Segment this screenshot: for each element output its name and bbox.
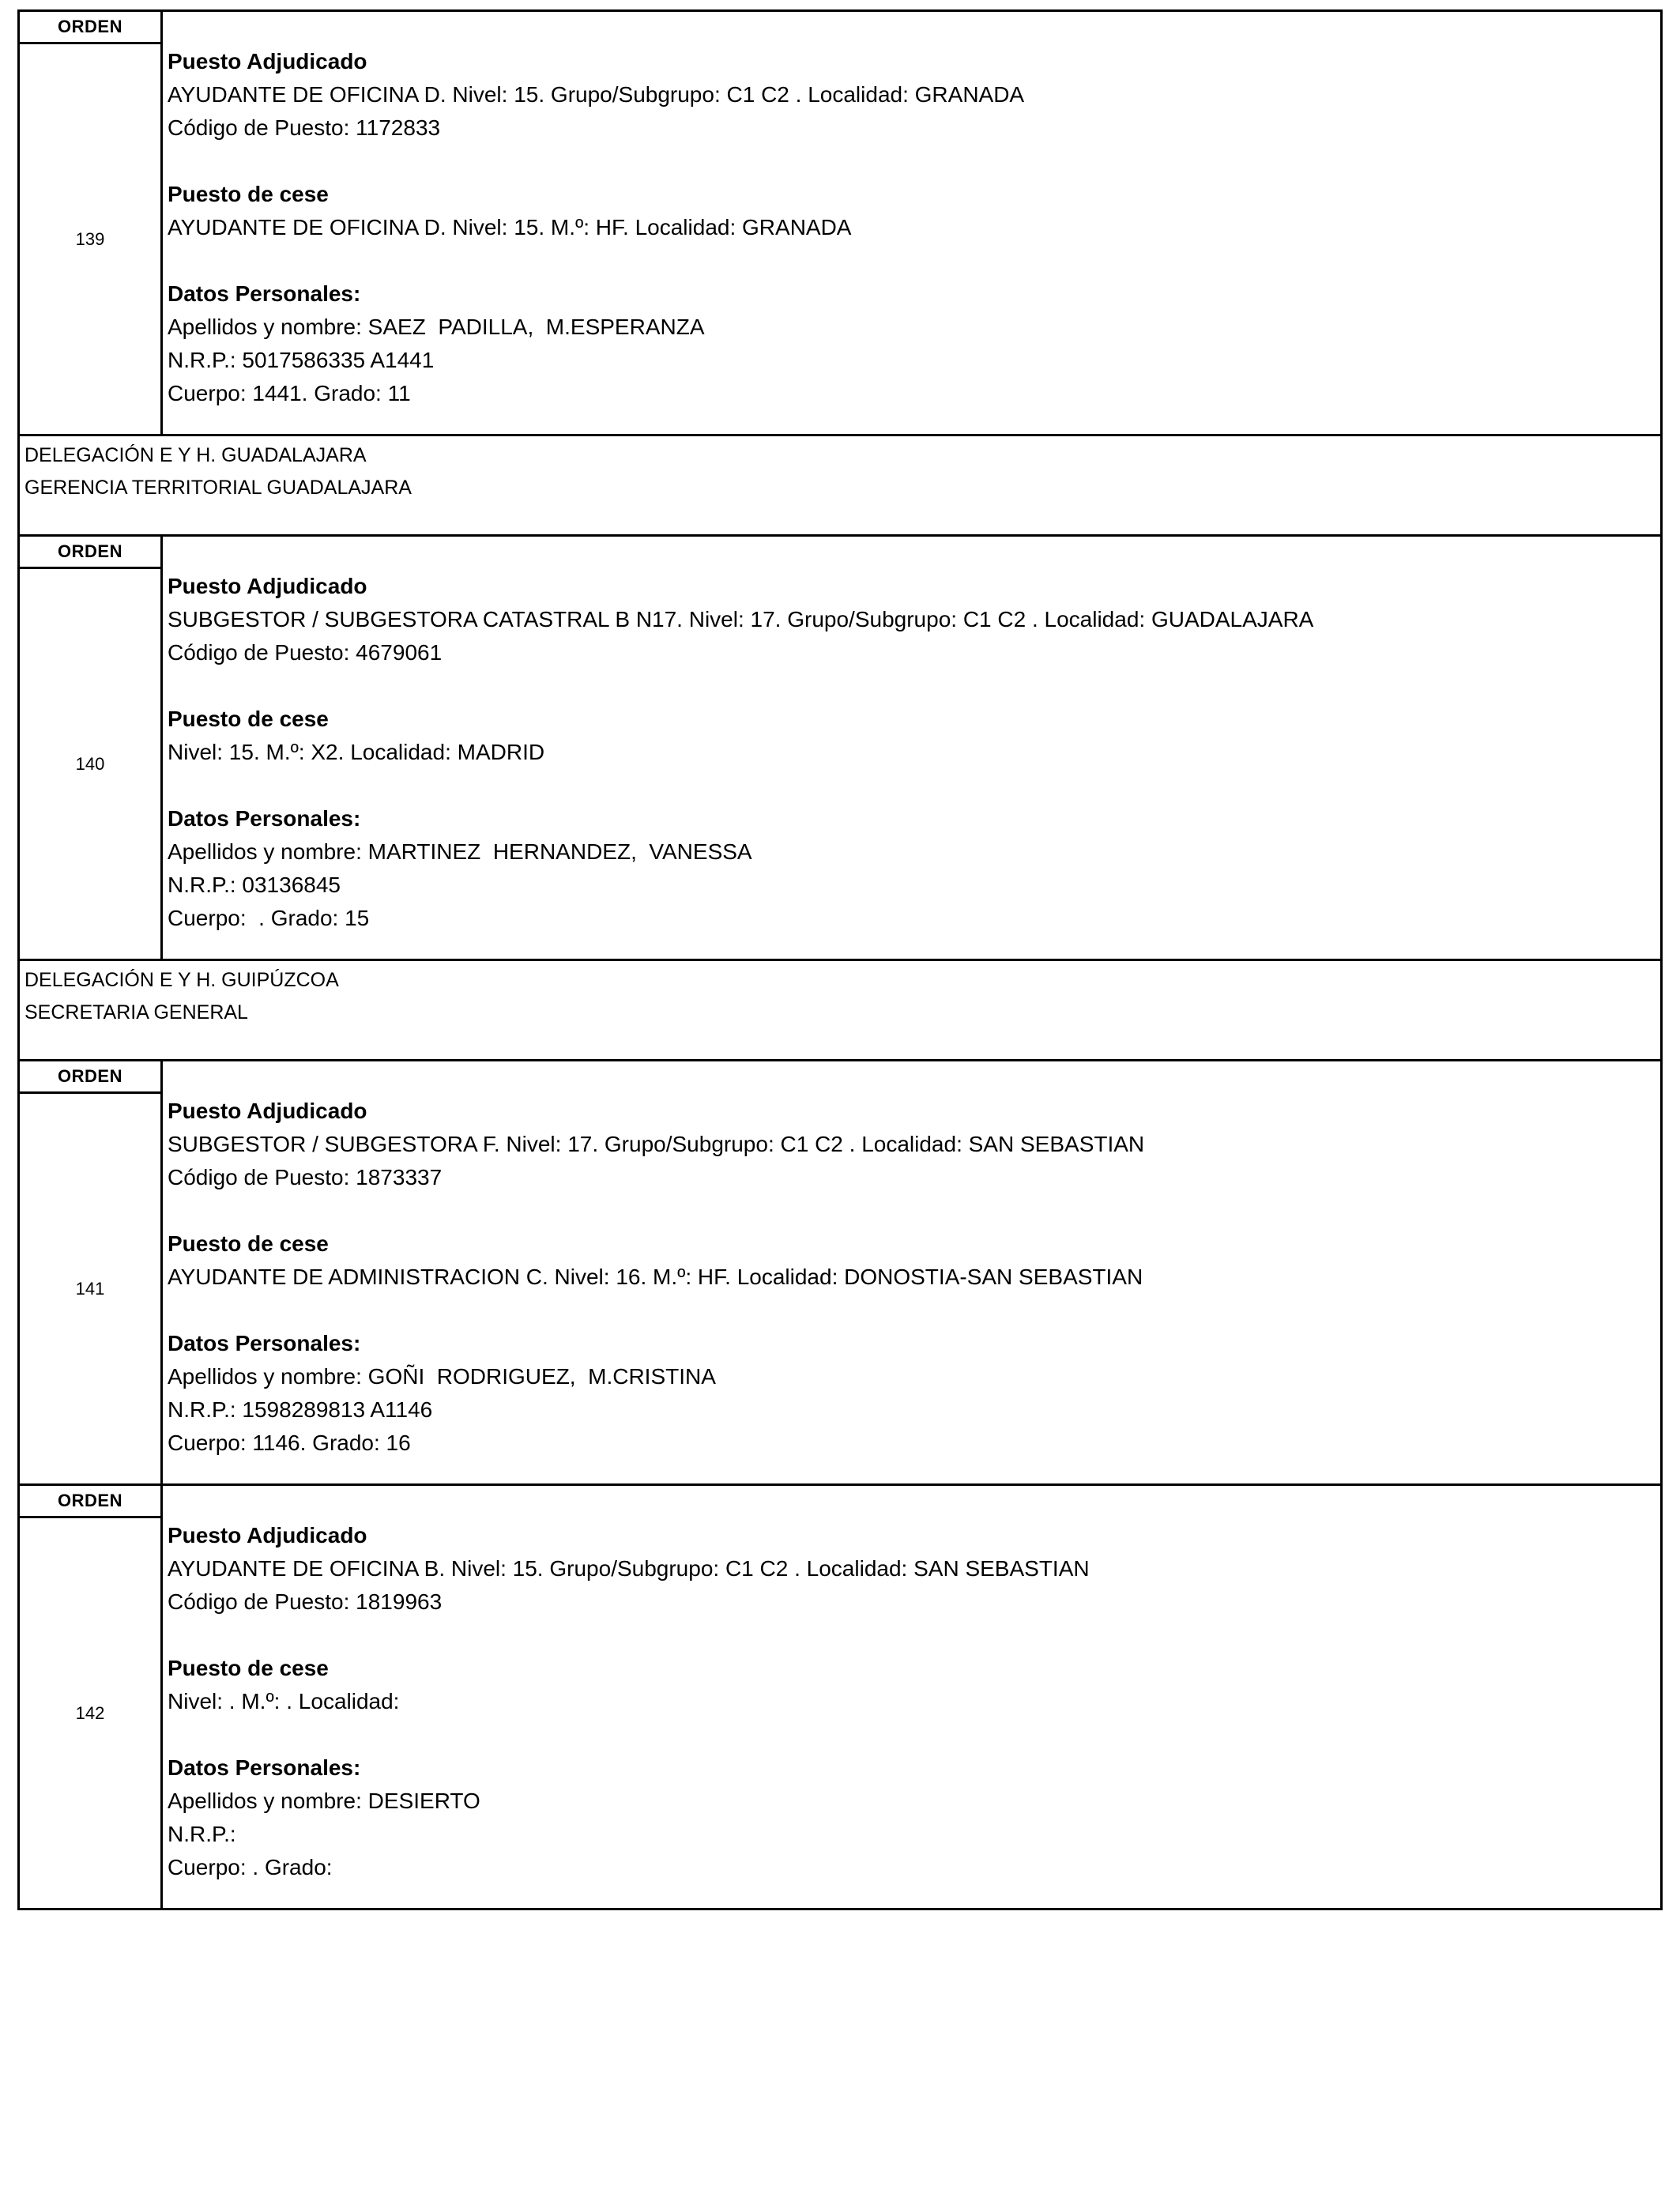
orden-number: 140 — [75, 753, 105, 774]
orden-label: ORDEN — [20, 1061, 160, 1094]
entry-block — [17, 9, 1663, 434]
entry-details — [163, 1061, 1660, 1483]
section-delegacion: DELEGACIÓN E Y H. GUADALAJARA — [24, 444, 367, 466]
nrp: N.R.P.: 1598289813 A1146 — [168, 1397, 433, 1422]
entry-details — [163, 537, 1660, 959]
orden-column — [20, 537, 163, 959]
puesto-adjudicado-text: SUBGESTOR / SUBGESTORA F. Nivel: 17. Grupo/Subgrupo: C1 C2 . Localidad: SAN SEBASTIAN — [168, 1132, 1145, 1156]
apellidos-nombre: Apellidos y nombre: MARTINEZ HERNANDEZ, VANESSA — [168, 839, 752, 864]
datos-personales-heading: Datos Personales: — [168, 1331, 361, 1355]
codigo-puesto: Código de Puesto: 1172833 — [168, 115, 441, 140]
datos-personales-heading: Datos Personales: — [168, 806, 361, 831]
cuerpo-grado: Cuerpo: 1146. Grado: 16 — [168, 1431, 411, 1455]
codigo-puesto: Código de Puesto: 1819963 — [168, 1589, 443, 1614]
cuerpo-grado: Cuerpo: . Grado: — [168, 1855, 333, 1879]
orden-column — [20, 1061, 163, 1483]
puesto-adjudicado-text: AYUDANTE DE OFICINA B. Nivel: 15. Grupo/Subgrupo: C1 C2 . Localidad: SAN SEBASTIAN — [168, 1556, 1090, 1581]
puesto-cese-heading: Puesto de cese — [168, 707, 329, 731]
entry-block — [17, 534, 1663, 959]
nrp: N.R.P.: 03136845 — [168, 873, 341, 897]
puesto-cese-heading: Puesto de cese — [168, 1231, 329, 1256]
datos-personales-heading: Datos Personales: — [168, 1755, 361, 1780]
orden-number: 142 — [75, 1702, 105, 1723]
codigo-puesto: Código de Puesto: 1873337 — [168, 1165, 443, 1189]
section-unidad: GERENCIA TERRITORIAL GUADALAJARA — [24, 477, 412, 499]
puesto-cese-text: AYUDANTE DE ADMINISTRACION C. Nivel: 16. M.º: HF. Localidad: DONOSTIA-SAN SEBASTIAN — [168, 1265, 1143, 1289]
cuerpo-grado: Cuerpo: . Grado: 15 — [168, 906, 370, 930]
puesto-adjudicado-heading: Puesto Adjudicado — [168, 1099, 367, 1123]
puesto-cese-heading: Puesto de cese — [168, 182, 329, 206]
puesto-adjudicado-heading: Puesto Adjudicado — [168, 49, 367, 74]
orden-column — [20, 12, 163, 434]
document-table — [17, 9, 1663, 1910]
orden-label: ORDEN — [20, 12, 160, 44]
puesto-cese-text: Nivel: 15. M.º: X2. Localidad: MADRID — [168, 740, 545, 764]
codigo-puesto: Código de Puesto: 4679061 — [168, 640, 443, 665]
section-unidad: SECRETARIA GENERAL — [24, 1001, 248, 1023]
orden-column — [20, 1486, 163, 1908]
apellidos-nombre: Apellidos y nombre: GOÑI RODRIGUEZ, M.CRISTINA — [168, 1364, 716, 1389]
orden-label: ORDEN — [20, 1486, 160, 1518]
orden-number: 141 — [75, 1278, 105, 1299]
section-header — [17, 959, 1663, 1059]
entry-block — [17, 1483, 1663, 1910]
nrp: N.R.P.: — [168, 1822, 236, 1846]
puesto-cese-heading: Puesto de cese — [168, 1656, 329, 1680]
apellidos-nombre: Apellidos y nombre: SAEZ PADILLA, M.ESPERANZA — [168, 315, 705, 339]
nrp: N.R.P.: 5017586335 A1441 — [168, 348, 435, 372]
entry-details — [163, 1486, 1660, 1908]
puesto-cese-text: AYUDANTE DE OFICINA D. Nivel: 15. M.º: HF. Localidad: GRANADA — [168, 215, 852, 239]
puesto-adjudicado-heading: Puesto Adjudicado — [168, 1523, 367, 1547]
cuerpo-grado: Cuerpo: 1441. Grado: 11 — [168, 381, 411, 405]
orden-number: 139 — [75, 228, 105, 249]
datos-personales-heading: Datos Personales: — [168, 281, 361, 306]
puesto-adjudicado-text: AYUDANTE DE OFICINA D. Nivel: 15. Grupo/Subgrupo: C1 C2 . Localidad: GRANADA — [168, 82, 1025, 107]
entry-details — [163, 12, 1660, 434]
orden-label: ORDEN — [20, 537, 160, 569]
section-delegacion: DELEGACIÓN E Y H. GUIPÚZCOA — [24, 969, 339, 991]
puesto-cese-text: Nivel: . M.º: . Localidad: — [168, 1689, 400, 1713]
puesto-adjudicado-text: SUBGESTOR / SUBGESTORA CATASTRAL B N17. Nivel: 17. Grupo/Subgrupo: C1 C2 . Localidad: GUADALAJARA — [168, 607, 1314, 631]
entry-block — [17, 1059, 1663, 1483]
puesto-adjudicado-heading: Puesto Adjudicado — [168, 574, 367, 598]
apellidos-nombre: Apellidos y nombre: DESIERTO — [168, 1789, 480, 1813]
section-header — [17, 434, 1663, 534]
